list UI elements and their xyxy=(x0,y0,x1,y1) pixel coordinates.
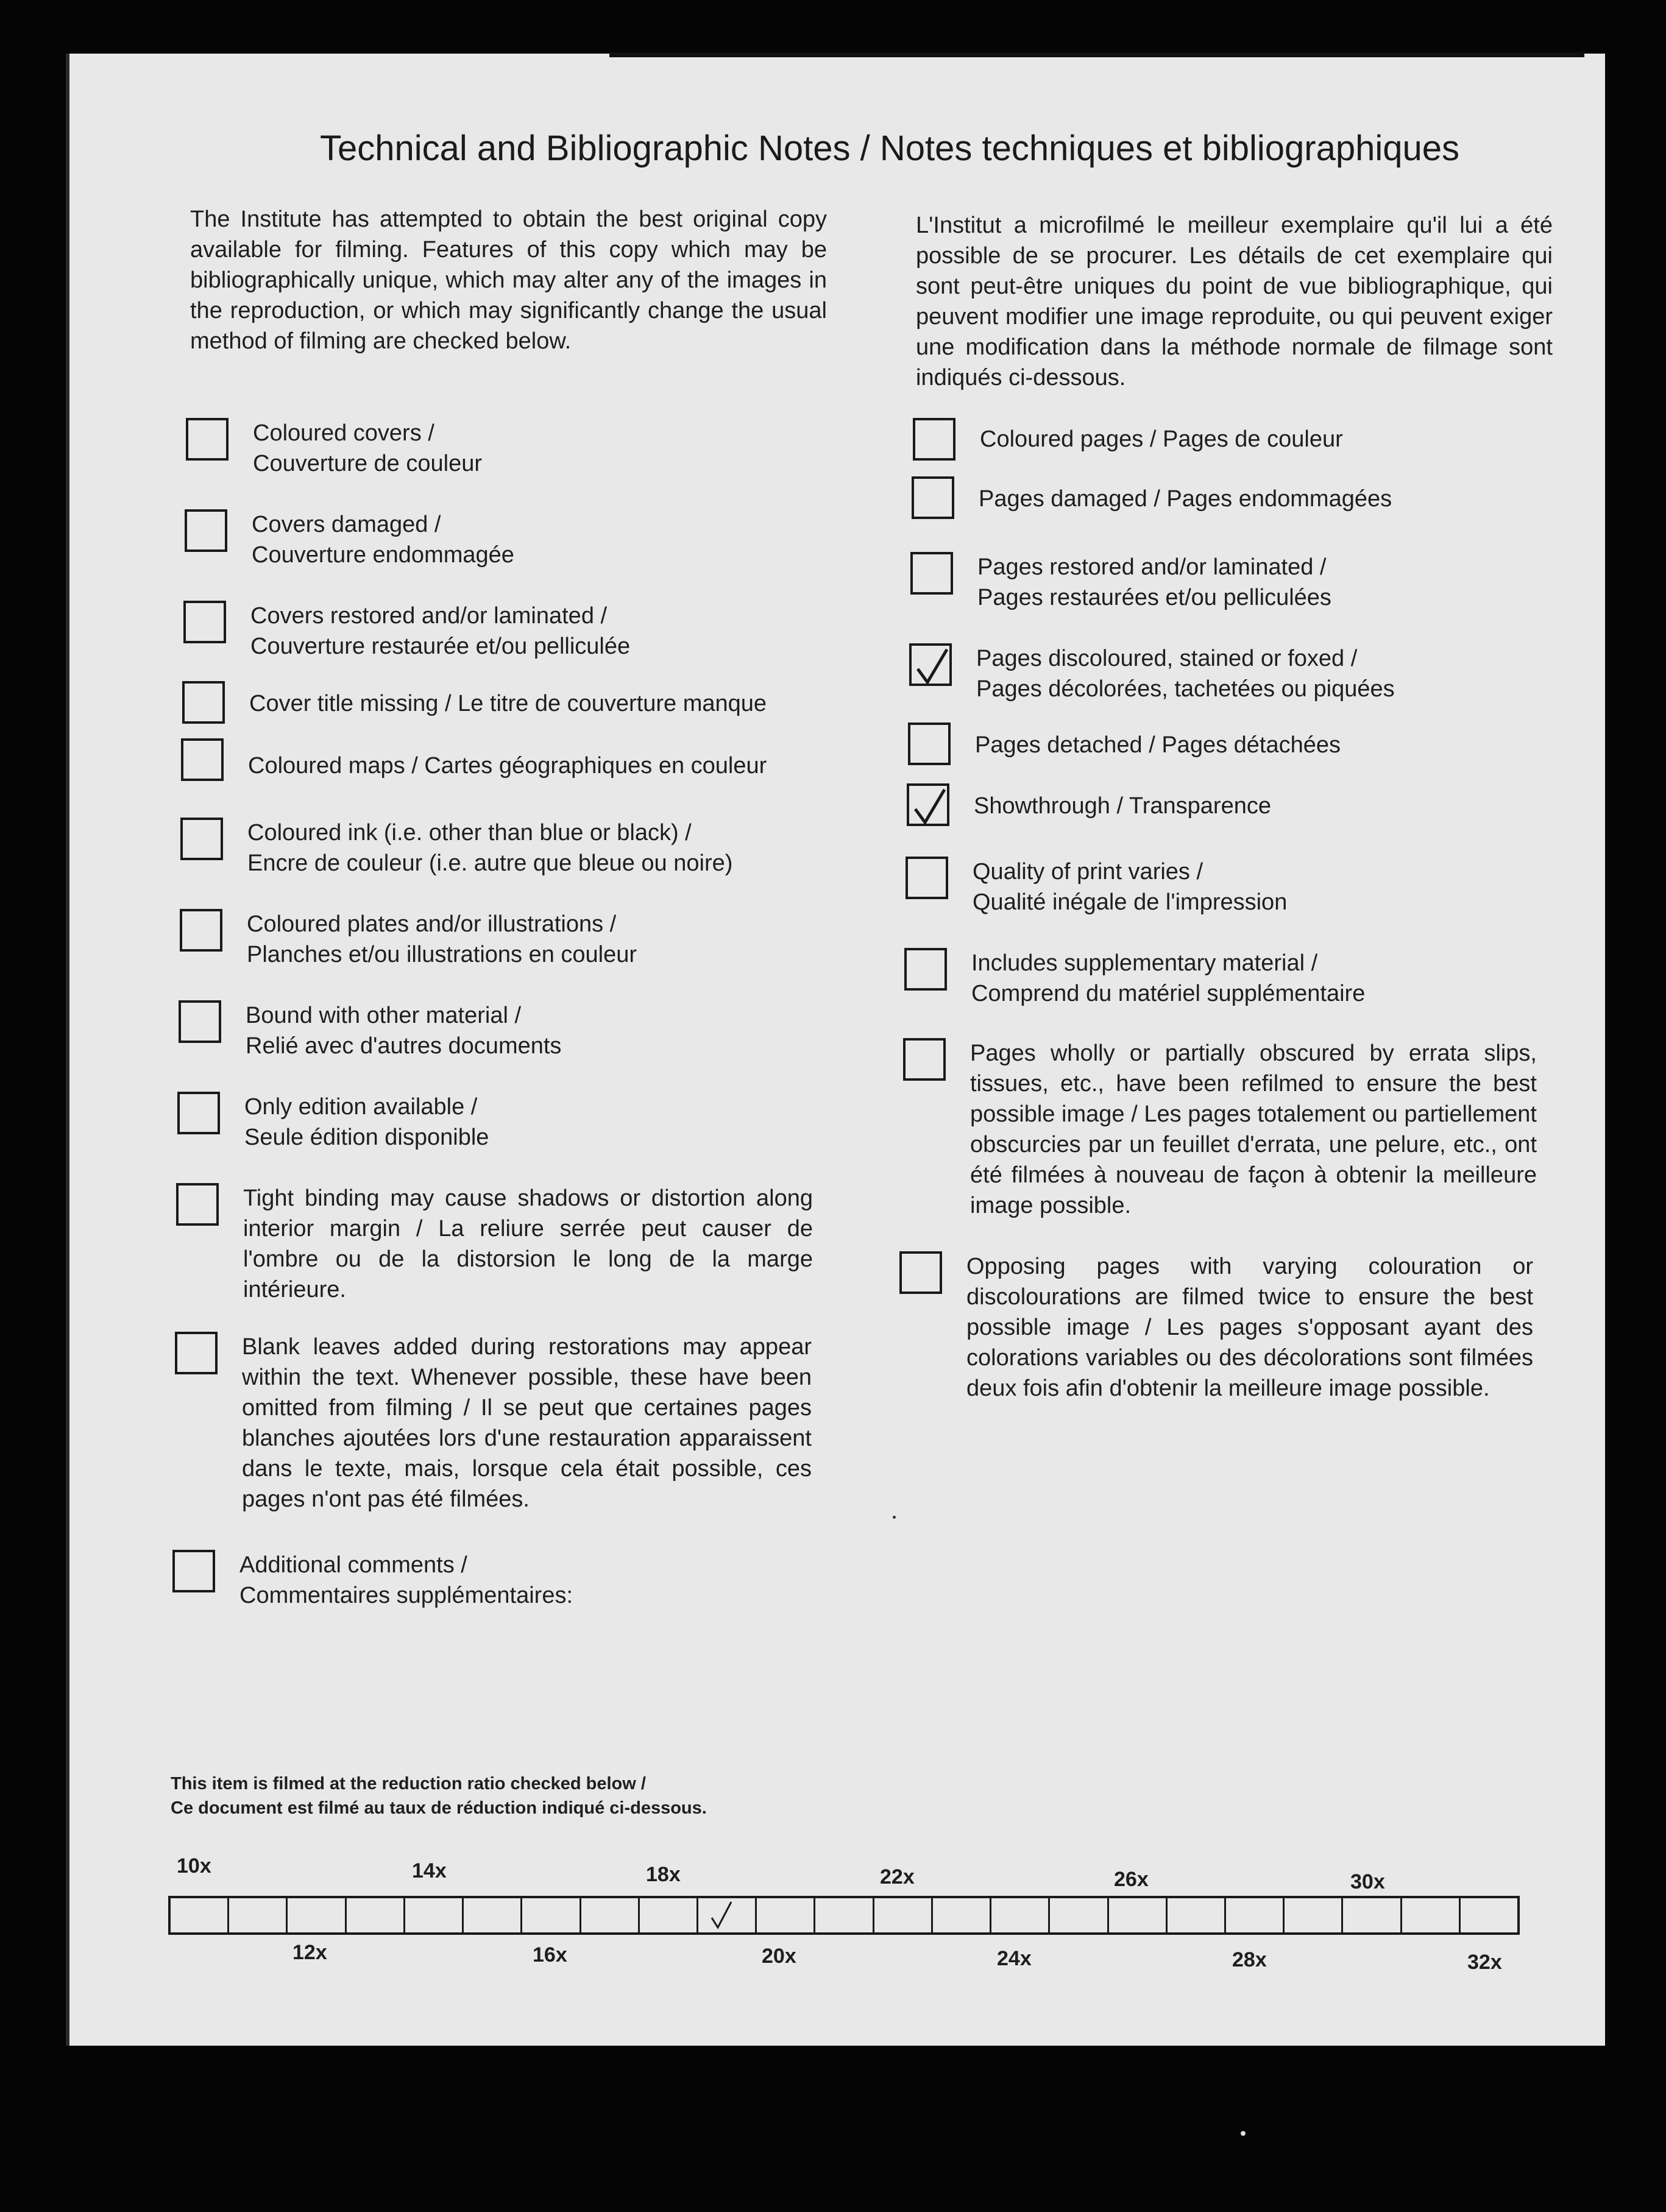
checkbox[interactable] xyxy=(180,909,222,952)
checkmark-icon xyxy=(912,787,948,827)
speck xyxy=(1241,2131,1246,2136)
ratio-cell[interactable] xyxy=(288,1898,346,1932)
item-label: Blank leaves added during restorations may appear within the text. Whenever possible, these have been omitted from filming / Il se peut que certaines pages blanches ajoutées lors d'une restauration apparaissent dans le texte, mais, lorsque cela était possible, ces pages n'ont pas été filmées. xyxy=(242,1334,812,1512)
item-label: Opposing pages with varying colouration or discolourations are filmed twice to ensure the best possible image / Les pages s'opposant ayant des colorations variables ou des décolorations sont filmées deux fois afin d'obtenir la meilleure image possible. xyxy=(966,1254,1533,1401)
item-label: Coloured ink (i.e. other than blue or black) / Encre de couleur (i.e. autre que bleue ou noire) xyxy=(247,820,733,876)
checkbox[interactable] xyxy=(186,418,229,461)
ratio-label-18x: 18x xyxy=(646,1863,681,1886)
checkbox[interactable] xyxy=(904,948,947,991)
item-label: Quality of print varies / Qualité inégale de l'impression xyxy=(973,859,1288,915)
checkbox[interactable] xyxy=(179,1000,221,1043)
item-label: Pages detached / Pages détachées xyxy=(975,732,1341,758)
ratio-cell[interactable] xyxy=(757,1898,815,1932)
ratio-cell[interactable] xyxy=(874,1898,933,1932)
checkbox[interactable] xyxy=(180,818,223,860)
item-label: Pages restored and/or laminated / Pages restaurées et/ou pelliculées xyxy=(977,554,1331,610)
item-label: Covers damaged / Couverture endommagée xyxy=(252,512,514,568)
checkbox[interactable] xyxy=(910,552,953,595)
ratio-label-20x: 20x xyxy=(762,1945,796,1968)
ratio-cell[interactable] xyxy=(464,1898,522,1932)
ratio-cell[interactable] xyxy=(405,1898,464,1932)
ratio-cell[interactable] xyxy=(991,1898,1050,1932)
checkbox[interactable] xyxy=(907,783,949,826)
item-label: Cover title missing / Le titre de couverture manque xyxy=(249,691,767,716)
ratio-cell[interactable] xyxy=(815,1898,874,1932)
checkbox[interactable] xyxy=(906,857,948,899)
top-edge-rule xyxy=(609,52,1584,57)
page-title: Technical and Bibliographic Notes / Notes techniques et bibliographiques xyxy=(319,129,1460,168)
ratio-cell[interactable] xyxy=(1343,1898,1402,1932)
ratio-label-30x: 30x xyxy=(1350,1870,1385,1893)
checkbox[interactable] xyxy=(175,1332,218,1374)
ratio-cell[interactable] xyxy=(522,1898,581,1932)
checkbox[interactable] xyxy=(185,509,227,552)
ratio-label-22x: 22x xyxy=(880,1865,915,1889)
item-label: Pages wholly or partially obscured by errata slips, tissues, etc., have been refilmed to ensure the best possible image / Les pages totalement ou partiellement obscurcies par un feuillet d'errata, une pelure, etc., ont été filmées à nouveau de façon à obtenir la meilleure image possible. xyxy=(970,1041,1537,1218)
checkbox[interactable] xyxy=(908,723,951,765)
reduction-ratio-note: This item is filmed at the reduction ratio checked below / Ce document est filmé au taux de réduction indiqué ci-dessous. xyxy=(171,1774,707,1818)
ratio-cell[interactable] xyxy=(581,1898,640,1932)
checkbox[interactable] xyxy=(903,1038,946,1081)
ratio-cell[interactable] xyxy=(1226,1898,1285,1932)
item-label: Includes supplementary material / Comprend du matériel supplémentaire xyxy=(971,950,1366,1006)
ratio-label-14x: 14x xyxy=(412,1859,447,1882)
checkbox[interactable] xyxy=(183,601,226,643)
ratio-label-12x: 12x xyxy=(292,1941,327,1964)
item-label: Coloured maps / Cartes géographiques en couleur xyxy=(248,753,767,779)
ratio-label-32x: 32x xyxy=(1467,1951,1502,1974)
item-label: Coloured pages / Pages de couleur xyxy=(980,426,1343,452)
intro-english: The Institute has attempted to obtain the best original copy available for filming. Features of this copy which may be bibliographically unique, which may alter any of the images in the reproduction, or which may significantly change the usual method of filming are checked below. xyxy=(190,207,827,354)
ratio-cell[interactable] xyxy=(1402,1898,1461,1932)
checkbox[interactable] xyxy=(912,476,954,519)
checkbox[interactable] xyxy=(172,1550,215,1592)
ratio-label-26x: 26x xyxy=(1114,1868,1149,1891)
item-label: Only edition available / Seule édition disponible xyxy=(244,1094,489,1150)
item-label: Covers restored and/or laminated / Couverture restaurée et/ou pelliculée xyxy=(250,603,631,659)
checkbox[interactable] xyxy=(176,1183,219,1226)
checkbox[interactable] xyxy=(909,643,952,686)
checkmark-icon xyxy=(914,647,951,687)
item-label: Showthrough / Transparence xyxy=(974,793,1271,819)
ratio-cell[interactable] xyxy=(933,1898,991,1932)
item-label: Bound with other material / Relié avec d'autres documents xyxy=(246,1003,562,1059)
item-label: Pages damaged / Pages endommagées xyxy=(979,486,1392,512)
reduction-ratio-scale xyxy=(168,1896,1520,1935)
checkbox[interactable] xyxy=(913,418,955,461)
ratio-cell[interactable] xyxy=(1285,1898,1343,1932)
checkmark-icon xyxy=(709,1899,734,1931)
checkbox[interactable] xyxy=(182,681,225,724)
ratio-label-24x: 24x xyxy=(997,1947,1032,1970)
item-label: Tight binding may cause shadows or distortion along interior margin / La reliure serrée peut causer de l'ombre ou de la distorsion le long de la marge intérieure. xyxy=(243,1186,813,1302)
speck xyxy=(893,1516,896,1519)
checkbox[interactable] xyxy=(181,738,224,781)
ratio-cell[interactable] xyxy=(1050,1898,1108,1932)
intro-french: L'Institut a microfilmé le meilleur exemplaire qu'il lui a été possible de se procurer. Les détails de cet exemplaire qui sont peut-être uniques du point de vue bibliographique, qui peuvent modifier une image reproduite, ou qui peuvent exiger une modification dans la méthode normale de filmage sont indiqués ci-dessous. xyxy=(916,213,1553,390)
item-label: Coloured covers / Couverture de couleur xyxy=(253,420,482,476)
ratio-cell[interactable] xyxy=(1168,1898,1226,1932)
ratio-cell[interactable] xyxy=(347,1898,405,1932)
ratio-cell[interactable] xyxy=(640,1898,698,1932)
ratio-cell[interactable] xyxy=(1461,1898,1517,1932)
checkbox[interactable] xyxy=(177,1092,220,1134)
item-label: Pages discoloured, stained or foxed / Pages décolorées, tachetées ou piquées xyxy=(976,646,1395,702)
ratio-label-10x: 10x xyxy=(177,1854,211,1878)
item-label: Coloured plates and/or illustrations / Planches et/ou illustrations en couleur xyxy=(247,911,637,967)
ratio-cell-checked[interactable] xyxy=(698,1898,757,1932)
ratio-label-28x: 28x xyxy=(1232,1948,1267,1971)
item-label: Additional comments / Commentaires supplémentaires: xyxy=(239,1552,573,1608)
checkbox[interactable] xyxy=(899,1251,942,1294)
ratio-label-16x: 16x xyxy=(533,1943,567,1966)
ratio-cell[interactable] xyxy=(171,1898,229,1932)
ratio-cell[interactable] xyxy=(1109,1898,1168,1932)
ratio-cell[interactable] xyxy=(229,1898,288,1932)
